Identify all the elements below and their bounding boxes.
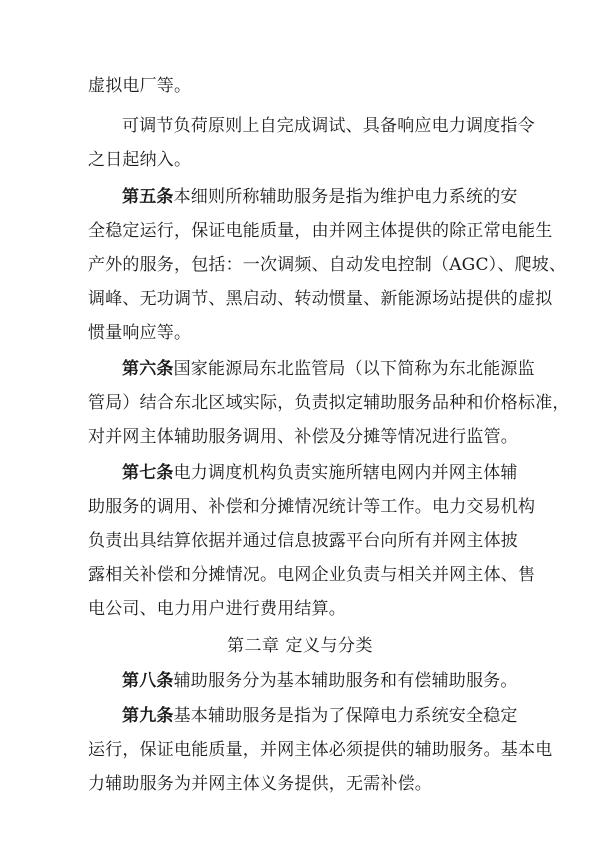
article-6-label: 第六条 [122, 359, 174, 379]
text-line: 助服务的调用、补偿和分摊情况统计等工作。电力交易机构 [88, 497, 536, 517]
text-line: 之日起纳入。 [88, 150, 192, 170]
article-5-line: 第五条本细则所称辅助服务是指为维护电力系统的安 [122, 187, 518, 207]
text-line: 运行，保证电能质量，并网主体必须提供的辅助服务。基本电 [88, 740, 553, 760]
article-5-label: 第五条 [122, 187, 174, 207]
text-line: 电公司、电力用户进行费用结算。 [88, 599, 346, 619]
text-line: 可调节负荷原则上自完成调试、具备响应电力调度指令 [122, 116, 535, 136]
text-line: 产外的服务，包括：一次调频、自动发电控制（AGC）、爬坡、 [88, 255, 567, 275]
text-line: 虚拟电厂等。 [88, 76, 192, 96]
text-line: 负责出具结算依据并通过信息披露平台向所有并网主体披 [88, 531, 518, 551]
article-6-line: 第六条国家能源局东北监管局（以下简称为东北能源监 [122, 359, 535, 379]
article-9-line: 第九条基本辅助服务是指为了保障电力系统安全稳定 [122, 706, 518, 726]
article-9-label: 第九条 [122, 706, 174, 726]
text-line: 惯量响应等。 [88, 323, 192, 343]
text-line: 调峰、无功调节、黑启动、转动惯量、新能源场站提供的虚拟 [88, 289, 553, 309]
text-line: 露相关补偿和分摊情况。电网企业负责与相关并网主体、售 [88, 565, 536, 585]
text-line: 全稳定运行，保证电能质量，由并网主体提供的除正常电能生 [88, 221, 553, 241]
text-line: 力辅助服务为并网主体义务提供，无需补偿。 [88, 774, 432, 794]
article-7-label: 第七条 [122, 463, 174, 483]
article-8-label: 第八条 [122, 671, 174, 691]
chapter-heading: 第二章 定义与分类 [227, 636, 373, 656]
text-line: 管局）结合东北区域实际，负责拟定辅助服务品种和价格标准， [88, 393, 570, 413]
article-7-line: 第七条电力调度机构负责实施所辖电网内并网主体辅 [122, 463, 518, 483]
article-8-line: 第八条辅助服务分为基本辅助服务和有偿辅助服务。 [122, 671, 518, 691]
text-line: 对并网主体辅助服务调用、补偿及分摊等情况进行监管。 [88, 427, 518, 447]
